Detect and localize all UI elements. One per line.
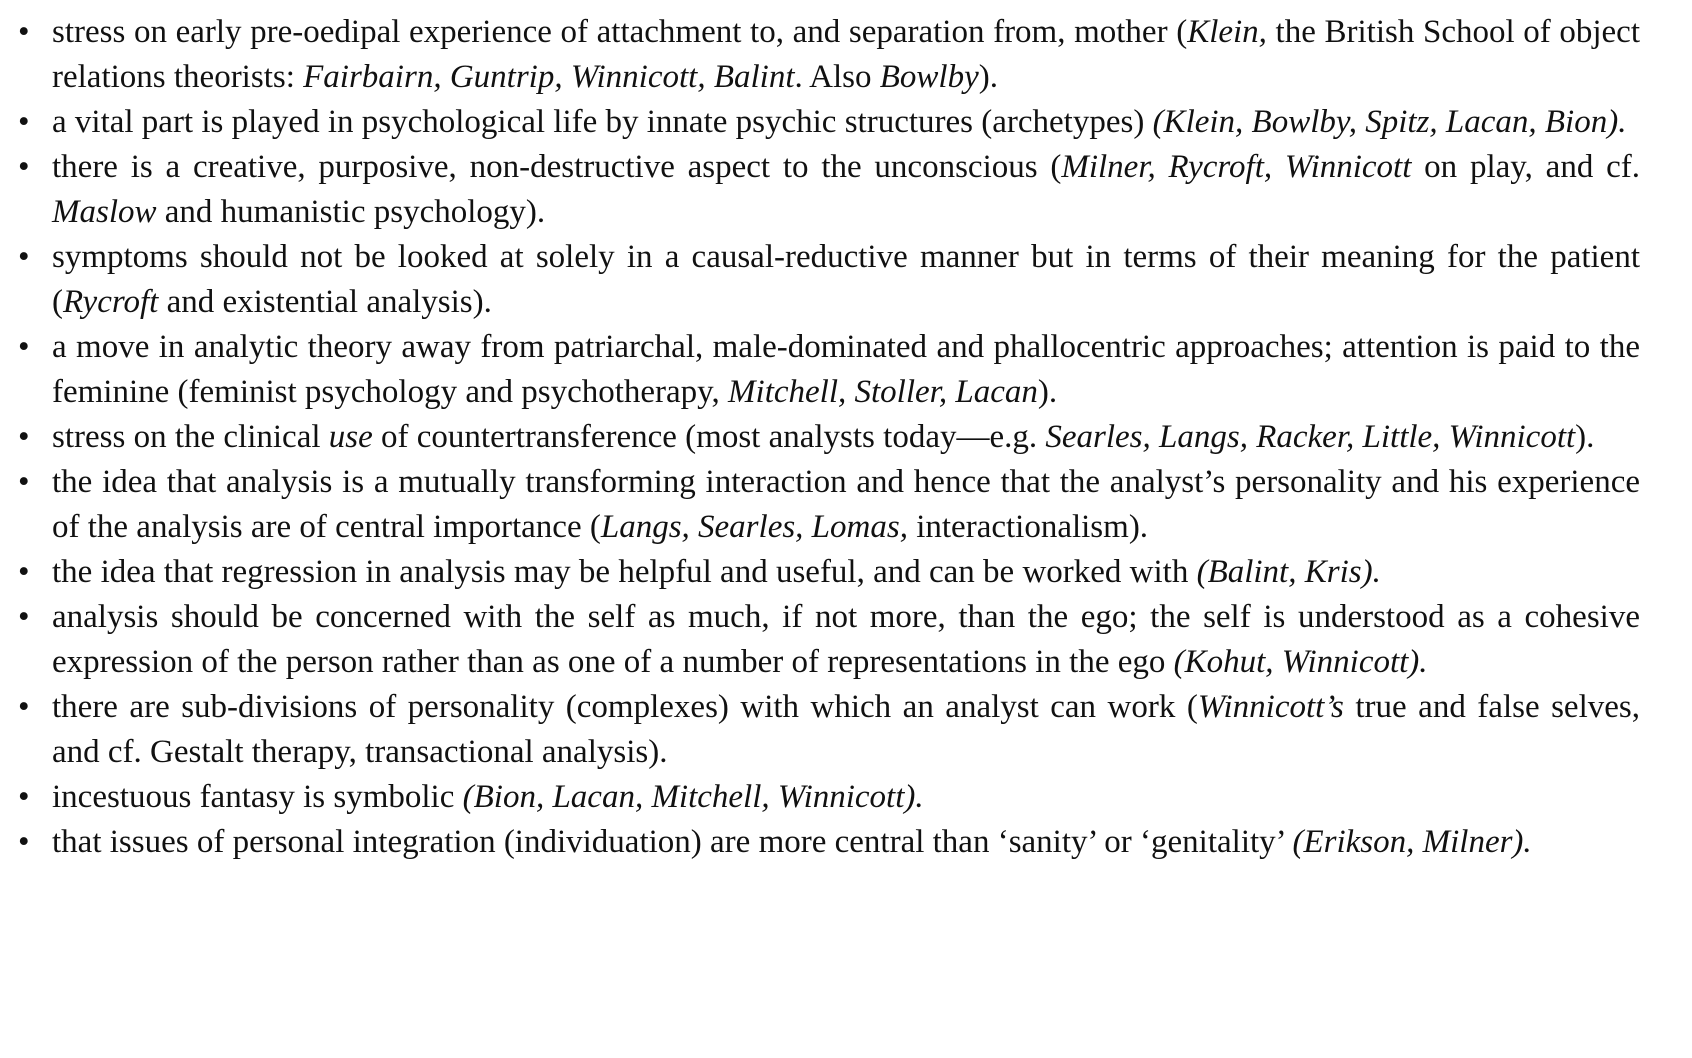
list-item (18, 235, 1640, 325)
body-text: that issues of personal integration (individuation) are more central than ‘sanity’ or ‘genitality’ (52, 824, 1293, 860)
citation-text: (Kohut, Winnicott). (1173, 644, 1428, 680)
body-text: true and false selves, and cf. Gestalt therapy, transactional analysis). (52, 689, 1640, 770)
body-text: and existential analysis). (158, 284, 492, 320)
body-text: the British School of object relations theorists: (52, 14, 1641, 95)
bullet-icon: • (18, 419, 30, 455)
bullet-icon: • (18, 14, 30, 50)
list-item (18, 145, 1640, 235)
citation-text: Mitchell, Stoller, Lacan (728, 374, 1038, 410)
body-text: and humanistic psychology). (156, 194, 546, 230)
list-item (18, 325, 1640, 415)
body-text: on play, and cf. (1411, 149, 1640, 185)
bullet-icon: • (18, 149, 30, 185)
list-item (18, 820, 1640, 865)
list-item-text (52, 689, 1640, 770)
body-text: stress on the clinical (52, 419, 329, 455)
citation-text: (Erikson, Milner). (1292, 824, 1532, 860)
citation-text: (Balint, Kris). (1196, 554, 1381, 590)
list-item (18, 775, 1640, 820)
body-text: there are sub-divisions of personality (complexes) with which an analyst can work ( (52, 689, 1198, 725)
body-text: there is a creative, purposive, non-destructive aspect to the unconscious ( (52, 149, 1062, 185)
body-text: a vital part is played in psychological life by innate psychic structures (archetypes) (52, 104, 1153, 140)
citation-text: Winnicott’s (1197, 689, 1344, 725)
list-item-text (52, 824, 1532, 860)
list-item (18, 460, 1640, 550)
body-text: the idea that regression in analysis may be helpful and useful, and can be worked with (52, 554, 1197, 590)
list-item (18, 685, 1640, 775)
body-text: the idea that analysis is a mutually transforming interaction and hence that the analyst’s personality and his experience of the analysis are of central importance ( (52, 464, 1640, 545)
list-item (18, 550, 1640, 595)
citation-text: (Bion, Lacan, Mitchell, Winnicott). (462, 779, 924, 815)
list-item (18, 415, 1640, 460)
body-text: symptoms should not be looked at solely in a causal-reductive manner but in terms of their meaning for the patient ( (52, 239, 1640, 320)
body-text: of countertransference (most analysts today—e.g. (372, 419, 1046, 455)
citation-text: Langs, Searles, Lomas, (600, 509, 908, 545)
list-item-text (52, 239, 1640, 320)
list-item (18, 595, 1640, 685)
list-item (18, 10, 1640, 100)
list-item-text (52, 464, 1640, 545)
citation-text: Klein, (1187, 14, 1267, 50)
body-text: ). (1575, 419, 1595, 455)
bullet-icon: • (18, 779, 30, 815)
body-text: ). (1037, 374, 1058, 410)
list-item-text (52, 104, 1626, 140)
bullet-icon: • (18, 689, 30, 725)
list-item-text (52, 149, 1640, 230)
bullet-icon: • (18, 104, 30, 140)
bullet-icon: • (18, 554, 30, 590)
citation-text: Rycroft (63, 284, 159, 320)
bullet-icon: • (18, 464, 30, 500)
bullet-icon: • (18, 599, 30, 635)
body-text: interactionalism). (907, 509, 1149, 545)
citation-text: Milner, Rycroft, Winnicott (1061, 149, 1412, 185)
bullet-icon: • (18, 329, 30, 365)
citation-text: Maslow (52, 194, 157, 230)
list-item-text (52, 779, 924, 815)
citation-text: use (328, 419, 373, 455)
body-text: . Also (794, 59, 880, 95)
list-item-text (52, 14, 1640, 95)
list-item-text (52, 419, 1594, 455)
bullet-icon: • (18, 239, 30, 275)
citation-text: Searles, Langs, Racker, Little, Winnicott (1045, 419, 1576, 455)
citation-text: Bowlby (879, 59, 979, 95)
list-item-text (52, 554, 1381, 590)
list-item-text (52, 329, 1640, 410)
bullet-list (18, 10, 1640, 865)
bullet-icon: • (18, 824, 30, 860)
list-item-text (52, 599, 1640, 680)
citation-text: (Klein, Bowlby, Spitz, Lacan, Bion). (1152, 104, 1627, 140)
list-item (18, 100, 1640, 145)
body-text: analysis should be concerned with the self as much, if not more, than the ego; the self is understood as a cohesive expression of the person rather than as one of a number of representations in the ego (52, 599, 1640, 680)
body-text: stress on early pre-oedipal experience of attachment to, and separation from, mother ( (52, 14, 1188, 50)
body-text: a move in analytic theory away from patriarchal, male-dominated and phallocentric approaches; attention is paid to the feminine (feminist psychology and psychotherapy, (52, 329, 1640, 410)
body-text: incestuous fantasy is symbolic (52, 779, 463, 815)
body-text: ). (978, 59, 998, 95)
citation-text: Fairbairn, Guntrip, Winnicott, Balint (303, 59, 795, 95)
